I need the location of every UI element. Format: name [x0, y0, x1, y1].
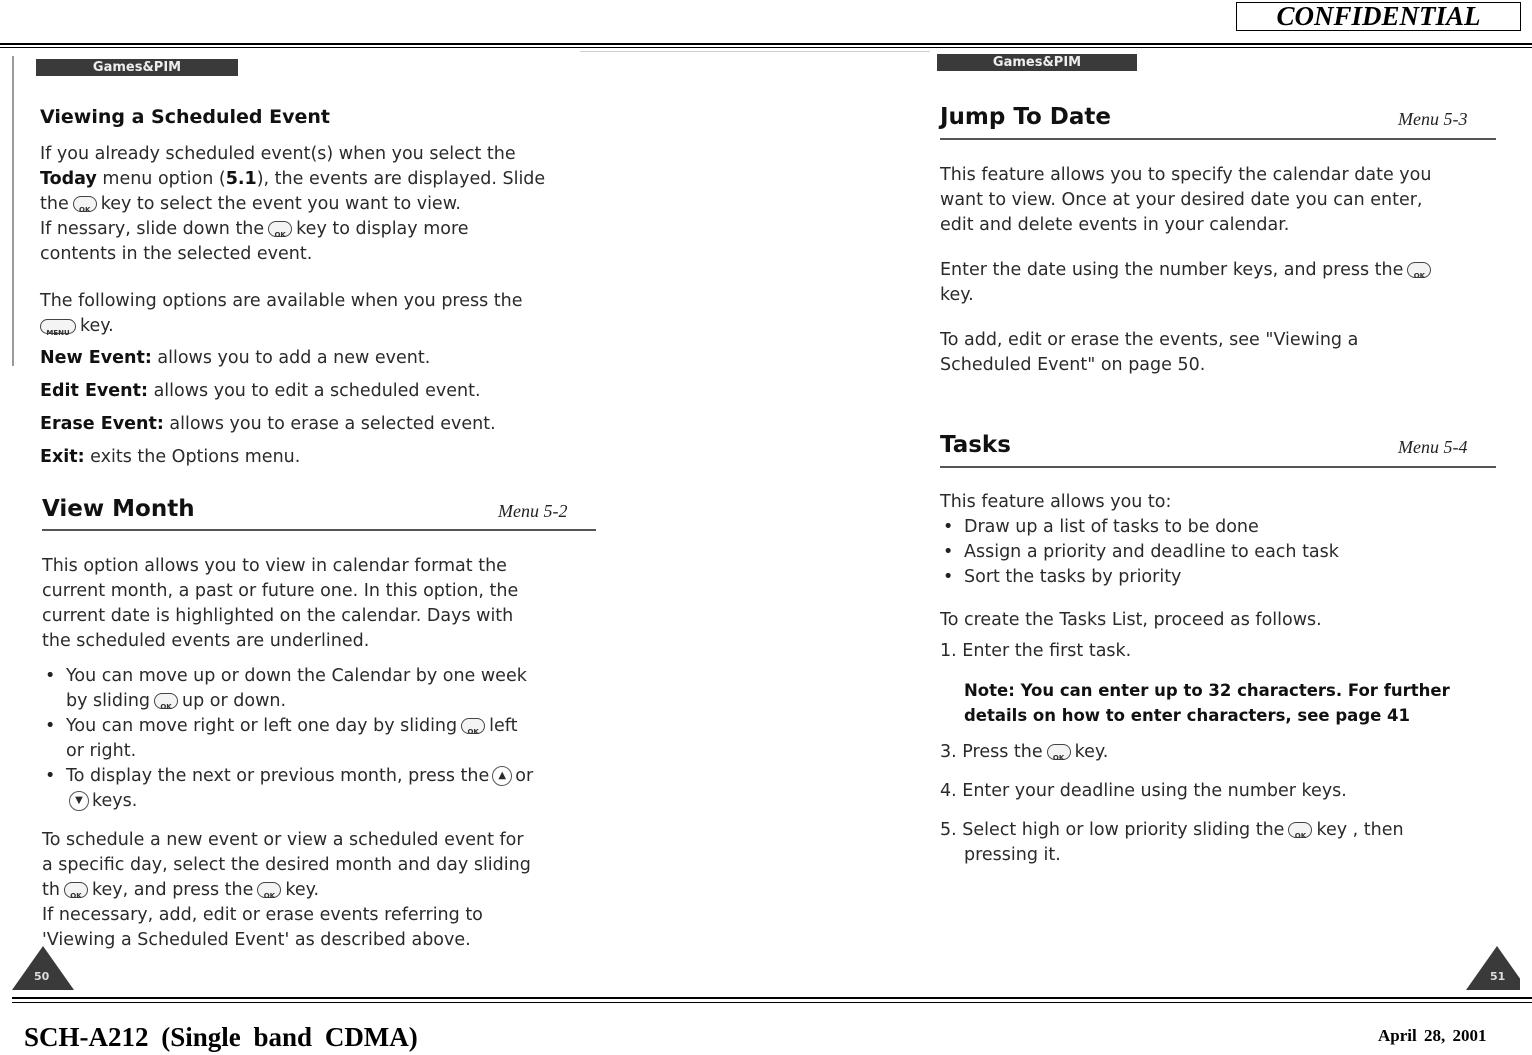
view-month-menu-ref: Menu 5-2 — [498, 501, 568, 521]
up-arrow-key-icon: ▲ — [492, 766, 512, 786]
tasks-note: Note: You can enter up to 32 characters. For further details on how to enter characters, see page 41 — [964, 681, 1450, 725]
list-item: • To display the next or previous month, press the ▲ or ▼ keys. — [42, 764, 602, 814]
section-tag: Games&PIM — [36, 59, 238, 76]
model-label: SCH-A212 (Single band CDMA) — [24, 1022, 418, 1052]
ok-key-icon — [1288, 822, 1312, 838]
jump-to-date-body: This feature allows you to specify the calendar date you want to view. Once at your desired date you can enter, edit and delete events in your calendar. Enter the date using the number keys, and press theOK key. To add, edit or erase the events, see "Viewing a Scheduled Event" on page 50. — [940, 163, 1510, 378]
ok-key-icon — [1047, 744, 1071, 760]
list-item: • You can move right or left one day by slidingOK left or right. — [42, 714, 602, 764]
list-item: • Sort the tasks by priority — [940, 565, 1510, 590]
ok-key-icon — [257, 882, 281, 898]
option-erase-event: Erase Event: allows you to erase a selected event. — [40, 414, 496, 434]
tasks-menu-ref: Menu 5-4 — [1398, 437, 1468, 457]
footer-rule-bottom — [12, 1002, 1532, 1003]
ok-key-icon — [73, 196, 97, 212]
ok-key-icon — [1407, 262, 1431, 278]
viewing-body: If you already scheduled event(s) when you select the Today menu option (5.1), the events are displayed. Slide theOK key to select the event you want to view. If nessary, slide down theOK key to display more contents in the selected event. The following options are available when you press the MENUkey. New Event: allows you to add a new event. Edit Event: allows you to edit a scheduled event. Erase Event: allows you to erase a selected event. Exit: exits the Options menu. — [40, 142, 606, 470]
ok-key-icon — [64, 882, 88, 898]
ok-key-icon — [461, 718, 485, 734]
list-item: • Assign a priority and deadline to each task — [940, 540, 1510, 565]
header-rule-top — [0, 43, 1532, 45]
jump-to-date-menu-ref: Menu 5-3 — [1398, 109, 1468, 129]
ok-key-icon — [268, 221, 292, 237]
tasks-title: Tasks — [940, 432, 1011, 458]
viewing-title: Viewing a Scheduled Event — [40, 106, 330, 128]
confidential-stamp: CONFIDENTIAL — [1236, 2, 1521, 31]
tasks-bullets — [940, 515, 1510, 590]
document-date: April 28, 2001 — [1378, 1026, 1487, 1045]
page-number: 51 — [1490, 970, 1506, 983]
page-corner-triangle-icon — [1466, 946, 1520, 990]
view-month-rule — [42, 529, 596, 531]
ok-key-icon — [154, 693, 178, 709]
section-tag: Games&PIM — [937, 54, 1137, 71]
tasks-rule — [940, 466, 1496, 468]
right-page — [920, 52, 1520, 992]
list-item: • You can move up or down the Calendar by one week by slidingOK up or down. — [42, 664, 602, 714]
jump-to-date-title: Jump To Date — [940, 104, 1112, 130]
menu-key-icon — [40, 319, 76, 334]
jump-to-date-rule — [940, 138, 1496, 140]
spread-top-line — [580, 51, 930, 52]
page-corner-triangle-icon — [12, 946, 74, 990]
down-arrow-key-icon: ▼ — [69, 791, 89, 811]
header-rule-bottom — [0, 47, 1532, 48]
view-month-body: This option allows you to view in calendar format the current month, a past or future one. In this option, the current date is highlighted on the calendar. Days with the scheduled events are underlined. • You can move up or down the Calendar by one week by slidingOK up or down. • You can move right or left one day by slidingOK left or right. • To display the next or previous month, press the ▲ or ▼ keys. To schedule a new event or view a scheduled event for a specific day, select the desired month and day sliding thOK key, and press theOK key. If necessary, add, edit or erase events referring to 'Viewing a Scheduled Event' as described above. — [42, 554, 602, 953]
option-exit: Exit: exits the Options menu. — [40, 447, 301, 467]
view-month-bullets — [42, 664, 602, 814]
option-new-event: New Event: allows you to add a new event. — [40, 348, 431, 368]
option-edit-event: Edit Event: allows you to edit a scheduled event. — [40, 381, 481, 401]
tasks-body: This feature allows you to: • Draw up a list of tasks to be done • Assign a priority and deadline to each task • Sort the tasks by priority To create the Tasks List, proceed as follows. 1. Enter the first task. Note: You can enter up to 32 characters. For further details on how to enter characters, see page 41 3. Press theOK key. 4. Enter your deadline using the number keys. 5. Select high or low priority sliding theOK key , then pressing it. — [940, 490, 1510, 868]
footer-rule-top — [12, 997, 1532, 999]
left-page — [12, 52, 606, 992]
list-item: • Draw up a list of tasks to be done — [940, 515, 1510, 540]
left-page-edge — [12, 56, 14, 366]
view-month-title: View Month — [42, 496, 195, 522]
page-number: 50 — [34, 970, 50, 983]
